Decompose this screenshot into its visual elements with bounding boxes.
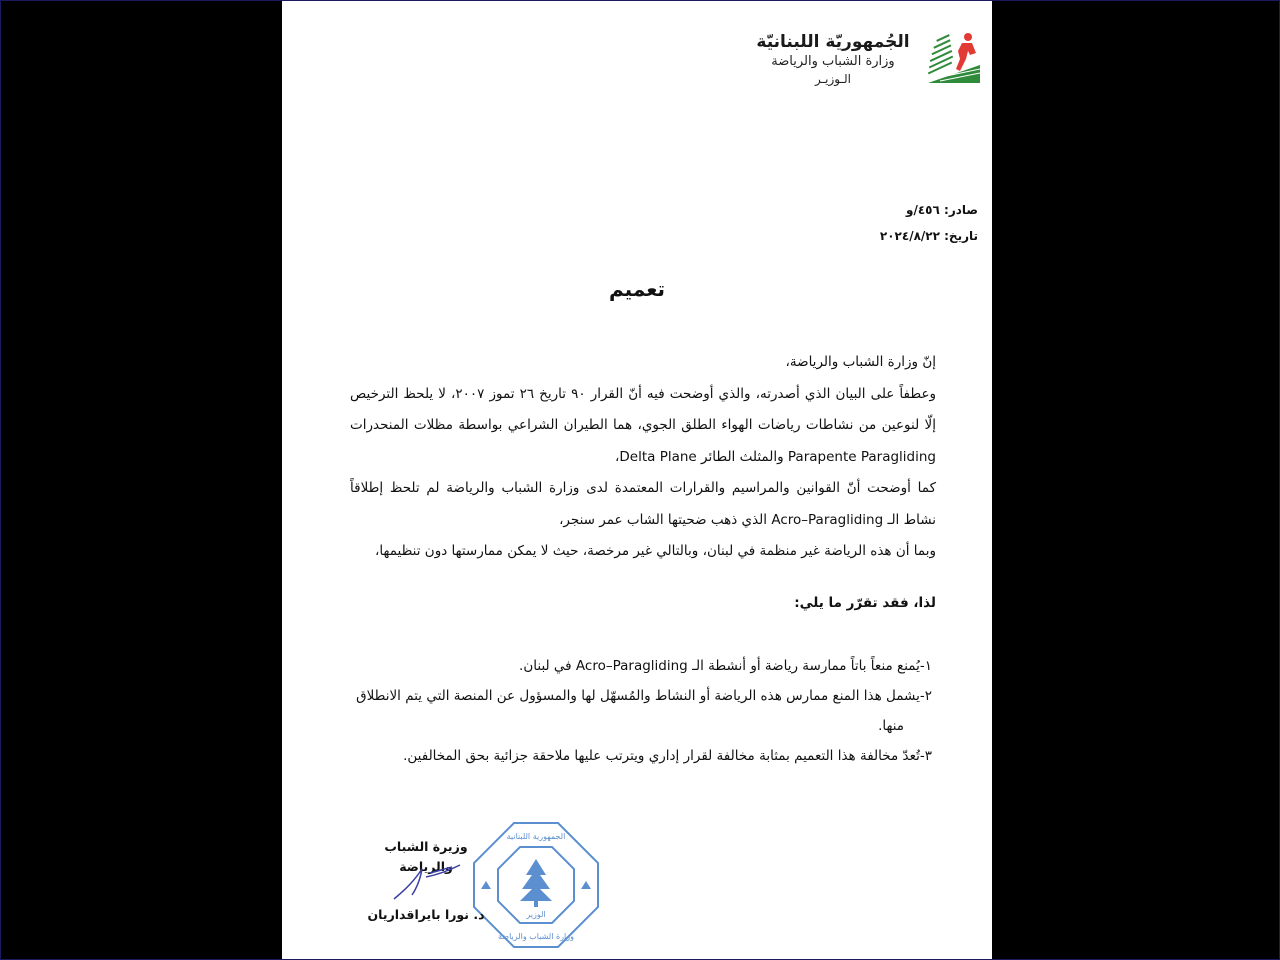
paragraph-2: وعطفاً على البيان الذي أصدرته، والذي أوضحت فيه أنّ القرار ٩٠ تاريخ ٢٦ تموز ٢٠٠٧، لا يلحظ الترخيص إلّا لنوعين من نشاطات رياضات الهواء الطلق الجوي، هما الطيران الشراعي بواسطة مظلات المنحدرات Parapente Paragliding والمثلث الطائر Delta Plane، [350,385,937,465]
signatory-title: وزيرة الشباب والرياضة [384,839,468,874]
paragraph-3: كما أوضحت أنّ القوانين والمراسيم والقرارات المعتمدة لدى وزارة الشباب والرياضة لم تلحظ إطلاقاً نشاط الـ Acro–Paragliding الذي ذهب ضحيتها الشاب عمر سنجر، [350,480,936,528]
letterhead [750,29,980,99]
signature-block [356,837,496,922]
document-page [282,1,992,959]
document-body [350,347,936,568]
handwritten-signature-icon [386,859,466,903]
svg-text:الجمهورية اللبنانية: الجمهورية اللبنانية [506,832,566,841]
letterhead-minister: الـوزيـر [815,72,851,86]
outgoing-number: صادر: ٤٥٦/و [906,203,978,217]
decision-item-2-continuation: منها. [878,718,904,734]
decision-heading: لذا، فقد تقرّر ما يلي: [794,595,936,611]
decision-item-1: ١-يُمنع منعاً باتاً ممارسة رياضة أو أنشطة الـ Acro–Paragliding في لبنان. [519,658,932,674]
letterhead-ministry: وزارة الشباب والرياضة [771,54,895,69]
svg-text:وزارة الشباب والرياضة: وزارة الشباب والرياضة [498,932,574,941]
document-title: تعميم [608,277,666,301]
ministry-logo-icon [924,29,980,85]
reference-block [880,197,978,249]
paragraph-4: وبما أن هذه الرياضة غير منظمة في لبنان، وبالتالي غير مرخصة، حيث لا يمكن ممارستها دون تنظيمها، [375,543,936,559]
decision-item-3: ٣-تُعدّ مخالفة هذا التعميم بمثابة مخالفة لقرار إداري ويترتب عليها ملاحقة جزائية بحق المخالفين. [403,748,932,764]
document-date: تاريخ: ٢٠٢٤/٨/٢٢ [879,229,978,243]
decision-items [350,651,932,771]
decision-item-2: ٢-يشمل هذا المنع ممارس هذه الرياضة أو النشاط والمُسهّل لها والمسؤول عن المنصة التي يتم الانطلاق [356,688,932,704]
signatory-name: د. نورا بايراقداريان [367,907,485,922]
svg-text:الوزير: الوزير [526,910,546,919]
paragraph-1: إنّ وزارة الشباب والرياضة، [785,354,936,370]
letterhead-country: الجُمهوريّة اللبنانيّة [756,32,910,52]
